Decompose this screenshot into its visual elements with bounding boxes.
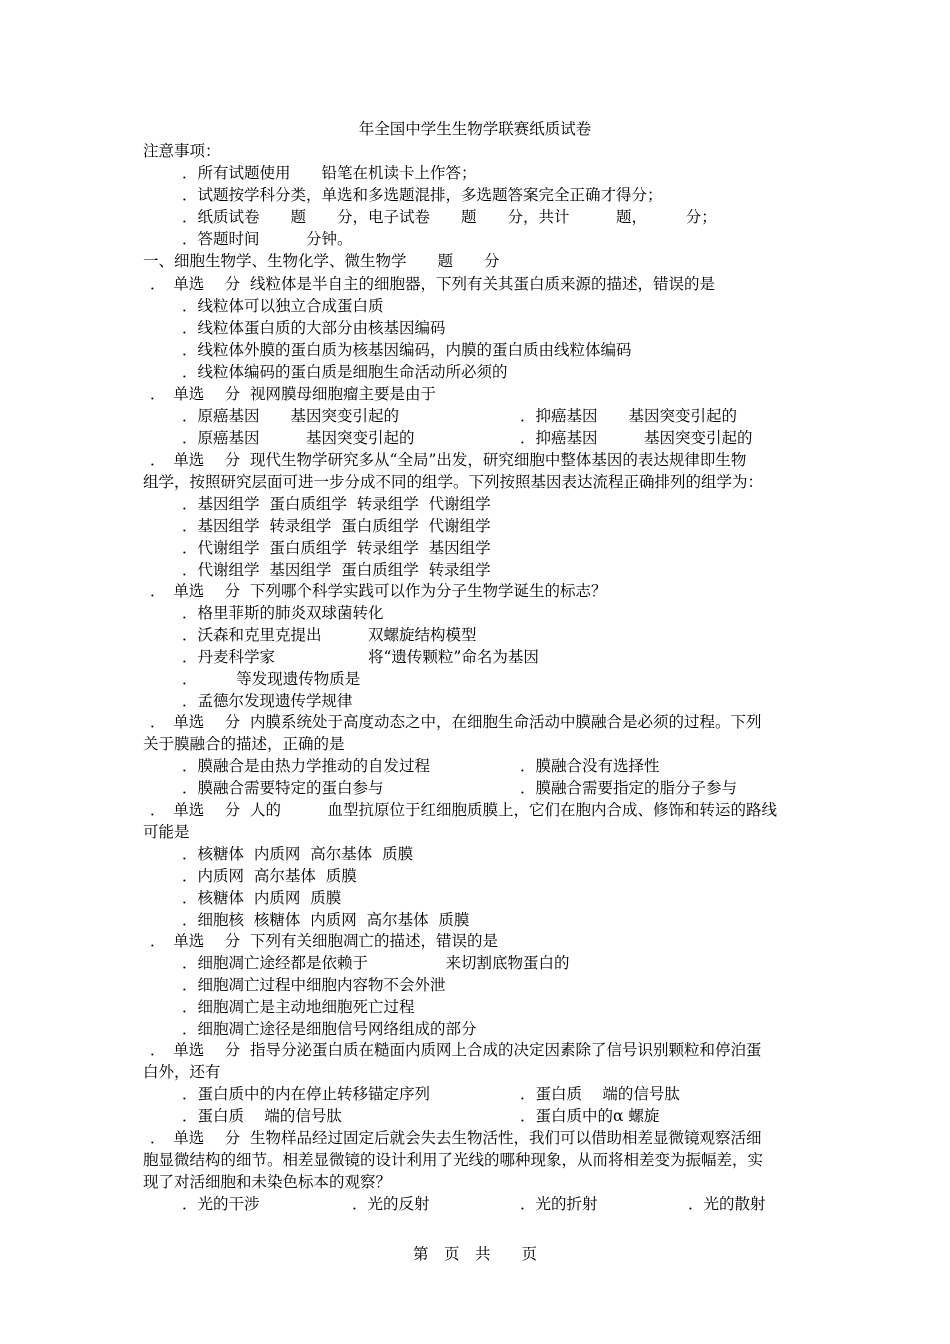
question-option: ．细胞核 核糖体 内质网 高尔基体 质膜: [182, 911, 470, 929]
question-stem: ． 单选 分 内膜系统处于高度动态之中，在细胞生命活动中膜融合是必须的过程。下列: [150, 713, 762, 731]
question-option: ．光的反射: [352, 1195, 430, 1213]
notes-heading: 注意事项：: [143, 142, 221, 160]
question-stem: ． 单选 分 人的 血型抗原位于红细胞质膜上，它们在胞内合成、修饰和转运的路线: [150, 801, 778, 819]
question-option: ．核糖体 内质网 高尔基体 质膜: [182, 845, 414, 863]
question-option: ．膜融合需要特定的蛋白参与: [182, 779, 384, 797]
question-option: ．线粒体可以独立合成蛋白质: [182, 297, 384, 315]
question-option: ．线粒体蛋白质的大部分由核基因编码: [182, 319, 446, 337]
question-option: ．线粒体外膜的蛋白质为核基因编码，内膜的蛋白质由线粒体编码: [182, 341, 632, 359]
question-option: ．抑癌基因 基因突变引起的: [520, 429, 753, 447]
question-option: ．孟德尔发现遗传学规律: [182, 692, 353, 710]
note-item: ．答题时间 分钟。: [182, 230, 353, 248]
note-item: ．所有试题使用 铅笔在机读卡上作答；: [182, 164, 477, 182]
question-option: ． 等发现遗传物质是: [182, 670, 361, 688]
question-option: ．代谢组学 基因组学 蛋白质组学 转录组学: [182, 561, 491, 579]
question-stem: 关于膜融合的描述，正确的是: [143, 735, 345, 753]
question-option: ．膜融合是由热力学推动的自发过程: [182, 757, 431, 775]
question-option: ．线粒体编码的蛋白质是细胞生命活动所必须的: [182, 363, 508, 381]
question-option: ．蛋白质 端的信号肽: [182, 1107, 342, 1125]
question-stem: ． 单选 分 生物样品经过固定后就会失去生物活性，我们可以借助相差显微镜观察活细: [150, 1129, 762, 1147]
question-stem: ． 单选 分 现代生物学研究多从“全局”出发，研究细胞中整体基因的表达规律即生物: [150, 451, 747, 469]
question-option: ．代谢组学 蛋白质组学 转录组学 基因组学: [182, 539, 491, 557]
question-option: ．细胞凋亡途径是细胞信号网络组成的部分: [182, 1020, 477, 1038]
question-option: ．格里菲斯的肺炎双球菌转化: [182, 604, 384, 622]
question-option: ．细胞凋亡过程中细胞内容物不会外泄: [182, 976, 446, 994]
page-title: 年全国中学生生物学联赛纸质试卷: [358, 120, 592, 138]
question-stem: 现了对活细胞和未染色标本的观察？: [143, 1173, 392, 1191]
question-option: ．基因组学 蛋白质组学 转录组学 代谢组学: [182, 495, 491, 513]
question-stem: 白外，还有: [143, 1063, 221, 1081]
question-stem: ． 单选 分 下列哪个科学实践可以作为分子生物学诞生的标志？: [150, 582, 607, 600]
question-option: ．蛋白质 端的信号肽: [520, 1085, 680, 1103]
question-stem: ． 单选 分 指导分泌蛋白质在糙面内质网上合成的决定因素除了信号识别颗粒和停泊蛋: [150, 1041, 762, 1059]
question-option: ．内质网 高尔基体 质膜: [182, 867, 357, 885]
question-option: ．光的散射: [688, 1195, 766, 1213]
question-option: ．光的干涉: [182, 1195, 260, 1213]
question-option: ．基因组学 转录组学 蛋白质组学 代谢组学: [182, 517, 491, 535]
question-option: ．抑癌基因 基因突变引起的: [520, 407, 738, 425]
question-stem: 可能是: [143, 823, 190, 841]
question-option: ．原癌基因 基因突变引起的: [182, 407, 400, 425]
section-heading: 一、细胞生物学、生物化学、微生物学 题 分: [143, 252, 500, 270]
question-option: ．膜融合没有选择性: [520, 757, 660, 775]
question-stem: 胞显微结构的细节。相差显微镜的设计利用了光线的哪种现象，从而将相差变为振幅差，实: [143, 1151, 764, 1169]
page-footer: 第 页 共 页: [412, 1245, 537, 1263]
question-option: ．蛋白质中的内在停止转移锚定序列: [182, 1085, 431, 1103]
question-option: ．沃森和克里克提出 双螺旋结构模型: [182, 626, 477, 644]
question-option: ．丹麦科学家 将“遗传颗粒”命名为基因: [182, 648, 539, 666]
question-stem: ． 单选 分 视网膜母细胞瘤主要是由于: [150, 385, 437, 403]
question-stem: 组学，按照研究层面可进一步分成不同的组学。下列按照基因表达流程正确排列的组学为：: [143, 473, 764, 491]
question-option: ．蛋白质中的α 螺旋: [520, 1107, 660, 1125]
note-item: ．试题按学科分类，单选和多选题混排，多选题答案完全正确才得分；: [182, 186, 663, 204]
question-option: ．核糖体 内质网 质膜: [182, 889, 342, 907]
question-stem: ． 单选 分 下列有关细胞凋亡的描述，错误的是: [150, 932, 499, 950]
question-option: ．光的折射: [520, 1195, 598, 1213]
question-option: ．原癌基因 基因突变引起的: [182, 429, 415, 447]
question-option: ．细胞凋亡途经都是依赖于 来切割底物蛋白的: [182, 954, 570, 972]
question-option: ．细胞凋亡是主动地细胞死亡过程: [182, 998, 415, 1016]
question-stem: ． 单选 分 线粒体是半自主的细胞器，下列有关其蛋白质来源的描述，错误的是: [150, 275, 716, 293]
note-item: ．纸质试卷 题 分，电子试卷 题 分，共计 题， 分；: [182, 208, 717, 226]
question-option: ．膜融合需要指定的脂分子参与: [520, 779, 738, 797]
